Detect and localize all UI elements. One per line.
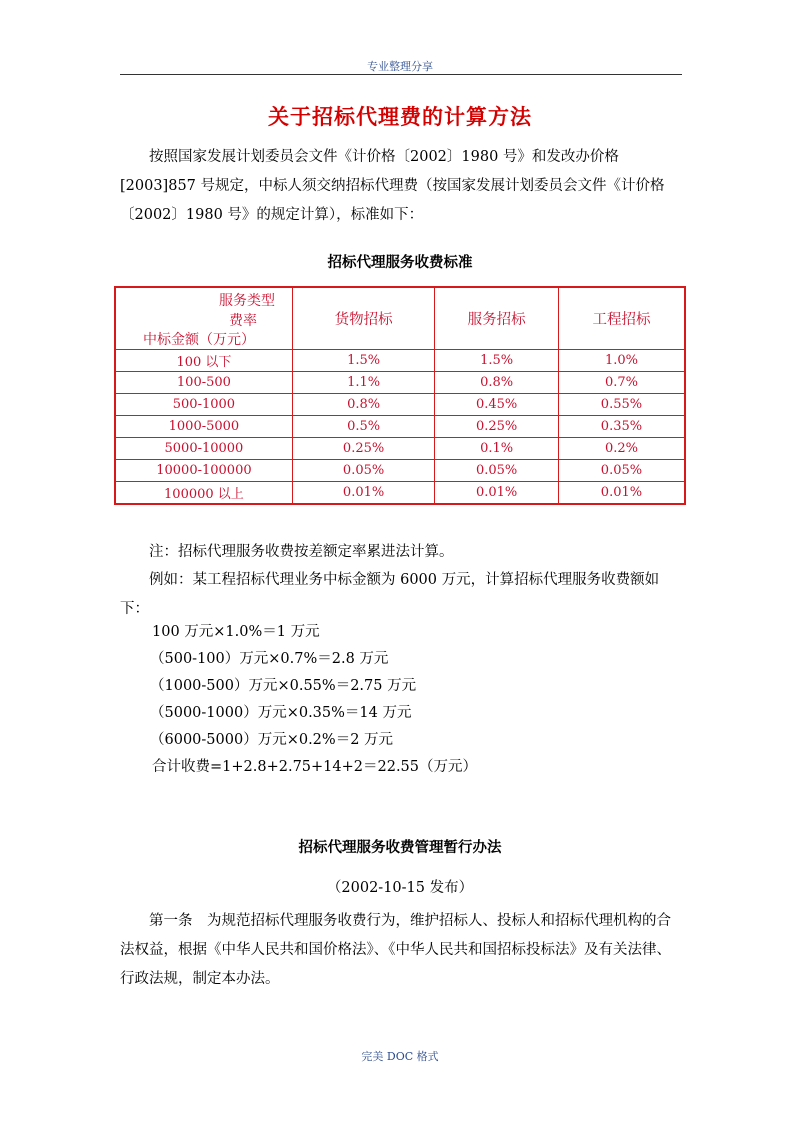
article-one-paragraph: 第一条 为规范招标代理服务收费行为，维护招标人、投标人和招标代理机构的合法权益，根据《中华人民共和国价格法》、《中华人民共和国招标投标法》及有关法律、行政法规，制定本办法。	[120, 913, 671, 987]
cell-range: 5000-10000	[115, 438, 292, 460]
table-row	[115, 350, 685, 372]
diagonal-header-cell	[115, 287, 292, 350]
header-divider	[120, 74, 682, 75]
calc-line: （6000-5000）万元×0.2%＝2 万元	[150, 732, 394, 748]
column-header-services: 服务招标	[435, 287, 559, 350]
header-amount: 中标金额（万元）	[143, 332, 255, 348]
cell-goods: 0.5%	[292, 416, 434, 438]
cell-goods: 0.01%	[292, 482, 434, 505]
cell-range: 100-500	[115, 372, 292, 394]
table-row	[115, 438, 685, 460]
intro-paragraph: 按照国家发展计划委员会文件《计价格〔2002〕1980 号》和发改办价格[2003]857 号规定，中标人须交纳招标代理费（按国家发展计划委员会文件《计价格〔2002〕1980 号》的规定计算），标准如下：	[120, 149, 665, 223]
page-footer: 完美 DOC 格式	[361, 1050, 439, 1063]
cell-services: 0.1%	[435, 438, 559, 460]
calc-line: （500-100）万元×0.7%＝2.8 万元	[150, 651, 389, 667]
example-paragraph: 例如：某工程招标代理业务中标金额为 6000 万元，计算招标代理服务收费额如下：	[120, 572, 660, 617]
table-title: 招标代理服务收费标准	[327, 255, 473, 271]
calc-line: （1000-500）万元×0.55%＝2.75 万元	[150, 678, 417, 694]
cell-engineering: 0.55%	[558, 394, 685, 416]
header-service-type: 服务类型	[219, 293, 275, 309]
cell-range: 1000-5000	[115, 416, 292, 438]
cell-goods: 0.05%	[292, 460, 434, 482]
cell-services: 0.01%	[435, 482, 559, 505]
cell-engineering: 0.01%	[558, 482, 685, 505]
cell-engineering: 0.35%	[558, 416, 685, 438]
cell-range: 500-1000	[115, 394, 292, 416]
calc-line: （5000-1000）万元×0.35%＝14 万元	[150, 705, 412, 721]
column-header-engineering: 工程招标	[558, 287, 685, 350]
table-row	[115, 416, 685, 438]
table-row	[115, 372, 685, 394]
table-header-row	[115, 287, 685, 350]
cell-services: 0.45%	[435, 394, 559, 416]
document-title: 关于招标代理费的计算方法	[268, 104, 532, 129]
cell-engineering: 0.05%	[558, 460, 685, 482]
calc-total-line: 合计收费=1+2.8+2.75+14+2＝22.55（万元）	[152, 759, 478, 775]
calc-line: 100 万元×1.0%＝1 万元	[152, 624, 320, 640]
cell-engineering: 0.7%	[558, 372, 685, 394]
note-paragraph: 注：招标代理服务收费按差额定率累进法计算。	[149, 544, 454, 560]
cell-engineering: 0.2%	[558, 438, 685, 460]
cell-services: 0.8%	[435, 372, 559, 394]
table-row	[115, 460, 685, 482]
table-row	[115, 394, 685, 416]
cell-range: 100 以下	[115, 350, 292, 372]
cell-range: 10000-100000	[115, 460, 292, 482]
cell-range: 100000 以上	[115, 482, 292, 505]
cell-services: 0.25%	[435, 416, 559, 438]
cell-goods: 1.1%	[292, 372, 434, 394]
column-header-goods: 货物招标	[292, 287, 434, 350]
cell-engineering: 1.0%	[558, 350, 685, 372]
fee-standard-table	[114, 286, 686, 505]
table-row	[115, 482, 685, 505]
cell-goods: 1.5%	[292, 350, 434, 372]
cell-services: 0.05%	[435, 460, 559, 482]
cell-goods: 0.8%	[292, 394, 434, 416]
cell-services: 1.5%	[435, 350, 559, 372]
header-rate: 费率	[229, 313, 257, 329]
page-header: 专业整理分享	[367, 60, 433, 73]
publish-date: （2002-10-15 发布）	[326, 880, 474, 896]
section-title: 招标代理服务收费管理暂行办法	[298, 840, 502, 856]
cell-goods: 0.25%	[292, 438, 434, 460]
